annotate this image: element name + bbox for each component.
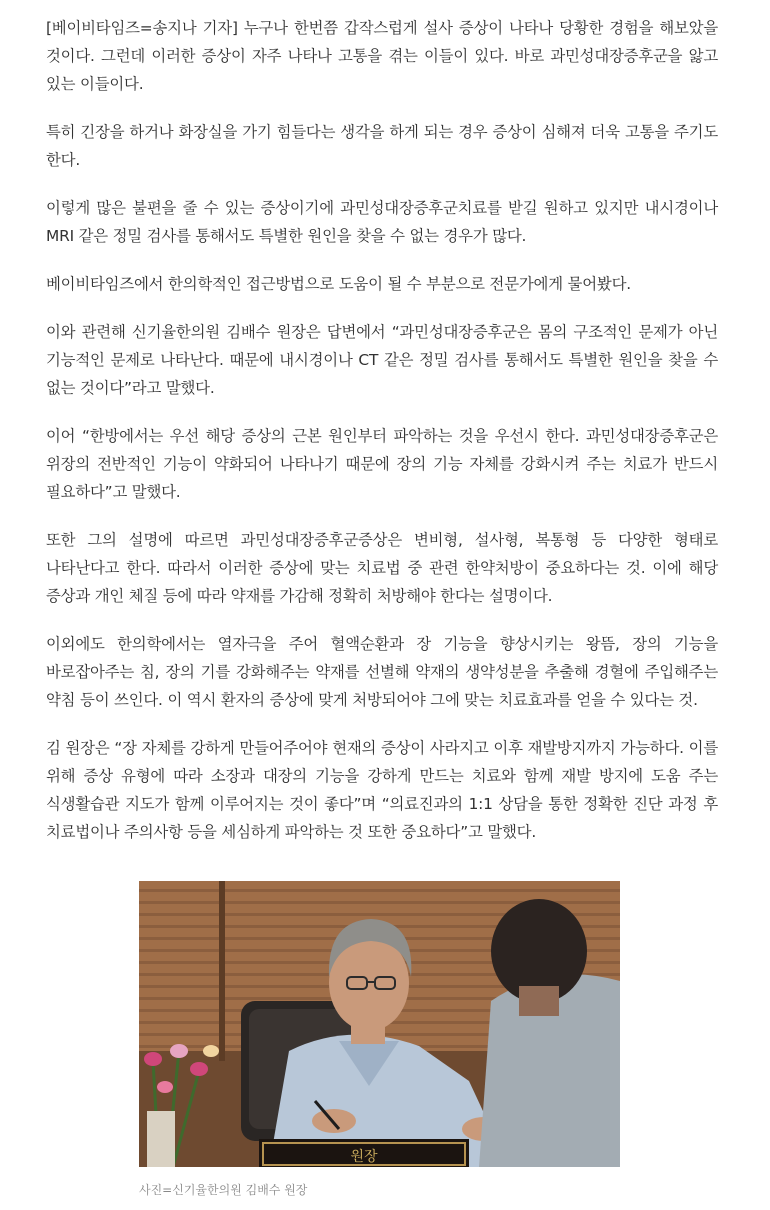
paragraph-5: 이와 관련해 신기율한의원 김배수 원장은 답변에서 “과민성대장증후군은 몸의 구조적인 문제가 아닌 기능적인 문제로 나타난다. 때문에 내시경이나 CT 같은 정밀 검사를 통해서도 특별한 원인을 찾을 수 없는 것이다”라고 말했다. — [46, 323, 718, 397]
paragraph-1: [베이비타임즈=송지나 기자] 누구나 한번쯤 갑작스럽게 설사 증상이 나타나 당황한 경험을 해보았을 것이다. 그런데 이러한 증상이 자주 나타나 고통을 겪는 이들이 있다. 바로 과민성대장증후군을 앓고 있는 이들이다. — [46, 19, 718, 93]
paragraph-2: 특히 긴장을 하거나 화장실을 가기 힘들다는 생각을 하게 되는 경우 증상이 심해져 더욱 고통을 주기도 한다. — [46, 123, 718, 169]
article-figure — [139, 881, 620, 1198]
article-body — [46, 14, 718, 866]
name-plate-text: 원장 — [350, 1149, 378, 1165]
paragraph-3: 이렇게 많은 불편을 줄 수 있는 증상이기에 과민성대장증후군치료를 받길 원하고 있지만 내시경이나 MRI 같은 정밀 검사를 통해서도 특별한 원인을 찾을 수 없는 경우가 많다. — [46, 199, 718, 245]
paragraph-8: 이외에도 한의학에서는 열자극을 주어 혈액순환과 장 기능을 향상시키는 왕뜸, 장의 기능을 바로잡아주는 침, 장의 기를 강화해주는 약재를 선별해 약재의 생약성분을 추출해 경혈에 주입해주는 약침 등이 쓰인다. 이 역시 환자의 증상에 맞게 처방되어야 그에 맞는 치료효과를 얻을 수 있다는 것. — [46, 635, 718, 709]
paragraph-6: 이어 “한방에서는 우선 해당 증상의 근본 원인부터 파악하는 것을 우선시 한다. 과민성대장증후군은 위장의 전반적인 기능이 약화되어 나타나기 때문에 장의 기능 자체를 강화시켜 주는 치료가 반드시 필요하다”고 말했다. — [46, 427, 718, 501]
paragraph-7: 또한 그의 설명에 따르면 과민성대장증후군증상은 변비형, 설사형, 복통형 등 다양한 형태로 나타난다고 한다. 따라서 이러한 증상에 맞는 치료법 중 관련 한약처방이 중요하다는 것. 이에 해당 증상과 개인 체질 등에 따라 약재를 가감해 정확히 처방해야 한다는 설명이다. — [46, 531, 718, 605]
photo-caption: 사진=신기율한의원 김배수 원장 — [139, 1183, 308, 1197]
paragraph-4: 베이비타임즈에서 한의학적인 접근방법으로 도움이 될 수 부분으로 전문가에게 물어봤다. — [46, 275, 631, 293]
name-plate — [259, 1139, 469, 1167]
paragraph-9: 김 원장은 “장 자체를 강하게 만들어주어야 현재의 증상이 사라지고 이후 재발방지까지 가능하다. 이를 위해 증상 유형에 따라 소장과 대장의 기능을 강하게 만드는 치료와 함께 재발 방지에 도움 주는 식생활습관 지도가 함께 이루어지는 것이 좋다”며 “의료진과의 1:1 상담을 통한 정확한 진단 과정 후 치료법이나 주의사항 등을 세심하게 파악하는 것 또한 중요하다”고 말했다. — [46, 739, 718, 841]
doctor-photo — [139, 881, 620, 1167]
